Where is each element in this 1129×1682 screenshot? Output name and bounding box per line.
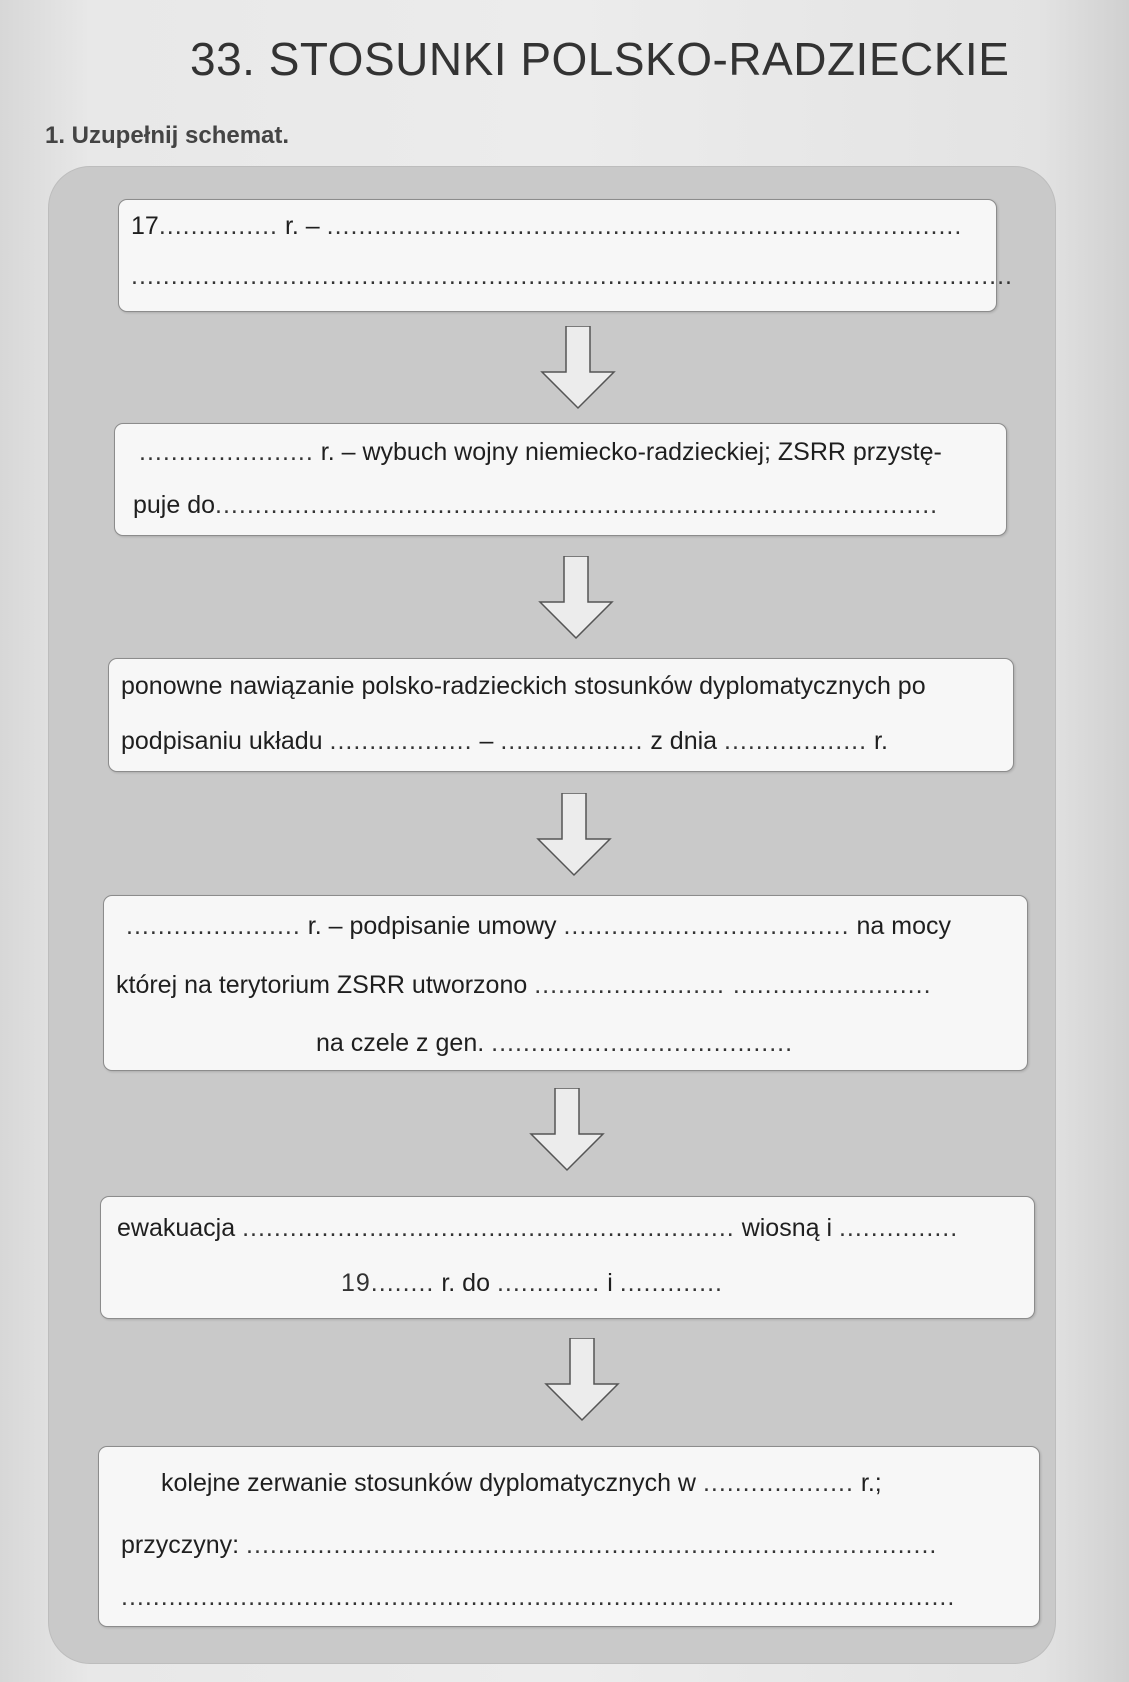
box3-dash: –	[479, 727, 494, 755]
down-arrow-icon	[536, 556, 616, 640]
schema-box-6	[98, 1446, 1040, 1627]
box5-fill-place1[interactable]: .............	[496, 1269, 601, 1297]
schema-box-4	[103, 895, 1028, 1071]
down-arrow-icon	[527, 1088, 607, 1172]
task-instruction: 1. Uzupełnij schemat.	[45, 122, 290, 149]
box5-fill-year[interactable]: 19........	[341, 1269, 435, 1297]
box4-fill-general[interactable]: ......................................	[491, 1029, 794, 1057]
box1-label: r. –	[284, 212, 320, 240]
box2-label: r. – wybuch wojny niemiecko-radzieckiej; ZSRR przystę-	[320, 438, 942, 466]
down-arrow-icon	[538, 326, 618, 410]
box2-fill-date[interactable]: ......................	[139, 438, 314, 466]
down-arrow-icon	[542, 1338, 622, 1422]
schema-box-2	[114, 423, 1007, 536]
box5-fill-season[interactable]: ...............	[838, 1214, 959, 1242]
schema-box-3	[108, 658, 1014, 772]
box6-label: kolejne zerwanie stosunków dyplomatycznych w	[161, 1469, 696, 1497]
box3-fill-party2[interactable]: ..................	[500, 727, 644, 755]
box6-fill-reasons[interactable]: .......................................................................................	[246, 1531, 938, 1559]
box6-fill-reasons-2[interactable]: .........................................................................................................	[121, 1583, 956, 1611]
box2-fill-coalition[interactable]: ...........................................................................................	[215, 491, 939, 519]
box5-label-4: i	[607, 1269, 613, 1297]
box4-label: r. – podpisanie umowy	[307, 912, 557, 940]
box2-label-2: puje do	[133, 491, 216, 519]
box5-label: ewakuacja	[117, 1214, 236, 1242]
box3-label-3: z dnia	[650, 727, 718, 755]
box5-fill-army[interactable]: ..............................................................	[242, 1214, 735, 1242]
box3-label: ponowne nawiązanie polsko-radzieckich stosunków dyplomatycznych po	[121, 672, 926, 700]
box5-fill-place2[interactable]: .............	[619, 1269, 723, 1297]
schema-box-5	[100, 1196, 1035, 1319]
box6-label-end: r.;	[860, 1469, 882, 1497]
box3-fill-party1[interactable]: ..................	[329, 727, 473, 755]
box4-label-end: na mocy	[856, 912, 951, 940]
box1-fill-date[interactable]: ...............	[158, 212, 278, 240]
box3-fill-date[interactable]: ..................	[724, 727, 868, 755]
box1-fill-event[interactable]: ................................................................................	[326, 212, 963, 240]
box3-label-end: r.	[874, 727, 888, 755]
box5-label-2: wiosną i	[741, 1214, 833, 1242]
page-title: 33. STOSUNKI POLSKO-RADZIECKIE	[190, 33, 1010, 85]
schema-box-1	[118, 199, 1013, 312]
box1-fill-line2[interactable]: ...............................................................................................................	[131, 262, 1013, 290]
box5-label-3: r. do	[441, 1269, 490, 1297]
down-arrow-icon	[534, 793, 614, 877]
box4-fill-date[interactable]: ......................	[126, 912, 301, 940]
box3-label-2: podpisaniu układu	[121, 727, 323, 755]
box6-label-2: przyczyny:	[121, 1531, 240, 1559]
box4-fill-army[interactable]: ........................ .........................	[534, 971, 932, 999]
box4-label-2: której na terytorium ZSRR utworzono	[116, 971, 528, 999]
box4-fill-agreement[interactable]: ....................................	[563, 912, 850, 940]
box6-fill-year[interactable]: ...................	[702, 1469, 854, 1497]
box1-year-prefix: 17	[131, 212, 159, 240]
box4-label-3: na czele z gen.	[316, 1029, 485, 1057]
